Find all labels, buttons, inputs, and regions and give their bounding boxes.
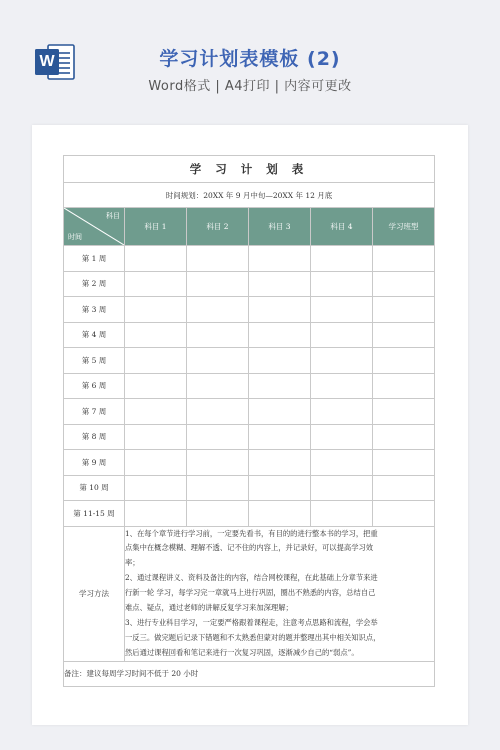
- method-line: 然后通过课程回看和笔记来进行一次复习巩固，逐渐减少自己的“弱点”。: [125, 647, 359, 657]
- corner-header-cell: [64, 208, 125, 246]
- schedule-cell[interactable]: [187, 450, 249, 476]
- method-line: 行新一轮 学习，每学习完一章就马上进行巩固，圈出不熟悉的内容，总结自己: [125, 588, 376, 598]
- table-row: [64, 373, 435, 399]
- schedule-cell[interactable]: [125, 501, 187, 527]
- schedule-cell[interactable]: [187, 297, 249, 323]
- column-header: 科目 2: [187, 208, 249, 246]
- schedule-cell[interactable]: [125, 475, 187, 501]
- schedule-cell[interactable]: [249, 501, 311, 527]
- time-range: 时间规划：20XX 年 9 月中旬—20XX 年 12 月底: [64, 183, 435, 208]
- table-row: [64, 450, 435, 476]
- schedule-cell[interactable]: [249, 450, 311, 476]
- schedule-cell[interactable]: [311, 450, 373, 476]
- schedule-cell[interactable]: [125, 424, 187, 450]
- schedule-cell[interactable]: [249, 246, 311, 272]
- schedule-cell[interactable]: [187, 475, 249, 501]
- schedule-cell[interactable]: [125, 322, 187, 348]
- column-header: 学习班型: [373, 208, 435, 246]
- method-text: [125, 526, 435, 661]
- schedule-cell[interactable]: [249, 373, 311, 399]
- table-header-row: [64, 208, 435, 246]
- schedule-cell[interactable]: [125, 450, 187, 476]
- schedule-cell[interactable]: [373, 297, 435, 323]
- method-line: 1、在每个章节进行学习前，一定要先看书，有目的的进行整本书的学习，把重: [125, 528, 378, 538]
- table-row: [64, 475, 435, 501]
- corner-subject-label: 科目: [106, 212, 120, 220]
- schedule-cell[interactable]: [187, 246, 249, 272]
- column-header: 科目 4: [311, 208, 373, 246]
- schedule-cell[interactable]: [249, 271, 311, 297]
- table-row: [64, 297, 435, 323]
- week-label: 第 11-15 周: [64, 501, 125, 527]
- schedule-cell[interactable]: [249, 475, 311, 501]
- table-title: 学 习 计 划 表: [64, 156, 435, 183]
- method-line: 2、通过课程讲义、资料及备注的内容，结合网校课程，在此基础上分章节来进: [125, 573, 378, 583]
- schedule-cell[interactable]: [249, 424, 311, 450]
- schedule-cell[interactable]: [373, 475, 435, 501]
- week-label: 第 3 周: [64, 297, 125, 323]
- week-label: 第 9 周: [64, 450, 125, 476]
- schedule-cell[interactable]: [187, 501, 249, 527]
- schedule-cell[interactable]: [249, 322, 311, 348]
- method-line: 3、进行专业科目学习，一定要严格跟着课程走，注意考点思路和流程，学会举: [125, 617, 378, 627]
- study-plan-table: [63, 155, 435, 687]
- schedule-cell[interactable]: [125, 297, 187, 323]
- method-label: 学习方法: [64, 526, 125, 661]
- schedule-cell[interactable]: [187, 348, 249, 374]
- week-label: 第 6 周: [64, 373, 125, 399]
- table-row: [64, 424, 435, 450]
- schedule-cell[interactable]: [125, 348, 187, 374]
- schedule-cell[interactable]: [373, 501, 435, 527]
- schedule-cell[interactable]: [373, 450, 435, 476]
- note-text: 备注：建议每周学习时间不低于 20 小时: [64, 661, 435, 686]
- method-line: 点集中在概念模糊、理解不透、记不住的内容上，并记录好，可以提高学习效: [125, 543, 374, 553]
- schedule-cell[interactable]: [187, 271, 249, 297]
- schedule-cell[interactable]: [125, 399, 187, 425]
- schedule-cell[interactable]: [249, 348, 311, 374]
- schedule-cell[interactable]: [311, 399, 373, 425]
- table-row: [64, 322, 435, 348]
- column-header: 科目 1: [125, 208, 187, 246]
- schedule-cell[interactable]: [125, 271, 187, 297]
- table-row: [64, 271, 435, 297]
- schedule-cell[interactable]: [311, 373, 373, 399]
- column-header: 科目 3: [249, 208, 311, 246]
- schedule-cell[interactable]: [373, 246, 435, 272]
- schedule-cell[interactable]: [311, 271, 373, 297]
- week-label: 第 5 周: [64, 348, 125, 374]
- schedule-cell[interactable]: [311, 246, 373, 272]
- week-label: 第 10 周: [64, 475, 125, 501]
- week-label: 第 7 周: [64, 399, 125, 425]
- schedule-cell[interactable]: [373, 322, 435, 348]
- document-page: [32, 125, 468, 725]
- schedule-cell[interactable]: [249, 399, 311, 425]
- schedule-cell[interactable]: [187, 424, 249, 450]
- week-label: 第 1 周: [64, 246, 125, 272]
- schedule-cell[interactable]: [187, 373, 249, 399]
- schedule-cell[interactable]: [373, 399, 435, 425]
- schedule-cell[interactable]: [373, 373, 435, 399]
- schedule-cell[interactable]: [373, 348, 435, 374]
- schedule-cell[interactable]: [187, 399, 249, 425]
- schedule-cell[interactable]: [311, 475, 373, 501]
- schedule-cell[interactable]: [311, 322, 373, 348]
- corner-time-label: 时间: [68, 233, 82, 241]
- page-title: 学习计划表模板 (2): [159, 48, 341, 70]
- week-label: 第 2 周: [64, 271, 125, 297]
- word-icon-letter: W: [39, 53, 55, 70]
- table-row: [64, 399, 435, 425]
- schedule-cell[interactable]: [125, 373, 187, 399]
- schedule-cell[interactable]: [373, 424, 435, 450]
- table-row: [64, 348, 435, 374]
- page-subtitle: Word格式 | A4打印 | 内容可更改: [148, 79, 352, 94]
- schedule-cell[interactable]: [311, 348, 373, 374]
- schedule-cell[interactable]: [311, 297, 373, 323]
- method-line: 难点、疑点，通过老师的讲解反复学习来加深理解；: [125, 603, 293, 613]
- schedule-cell[interactable]: [125, 246, 187, 272]
- schedule-cell[interactable]: [249, 297, 311, 323]
- table-row: [64, 501, 435, 527]
- method-line: 一反三。做完题后记录下错题和不太熟悉但蒙对的题并整理出其中相关知识点，: [125, 632, 381, 642]
- page-header: [0, 0, 500, 120]
- schedule-cell[interactable]: [311, 424, 373, 450]
- table-row: [64, 246, 435, 272]
- method-line: 率；: [125, 558, 140, 568]
- schedule-cell[interactable]: [373, 271, 435, 297]
- schedule-cell[interactable]: [187, 322, 249, 348]
- schedule-cell[interactable]: [311, 501, 373, 527]
- week-label: 第 8 周: [64, 424, 125, 450]
- week-label: 第 4 周: [64, 322, 125, 348]
